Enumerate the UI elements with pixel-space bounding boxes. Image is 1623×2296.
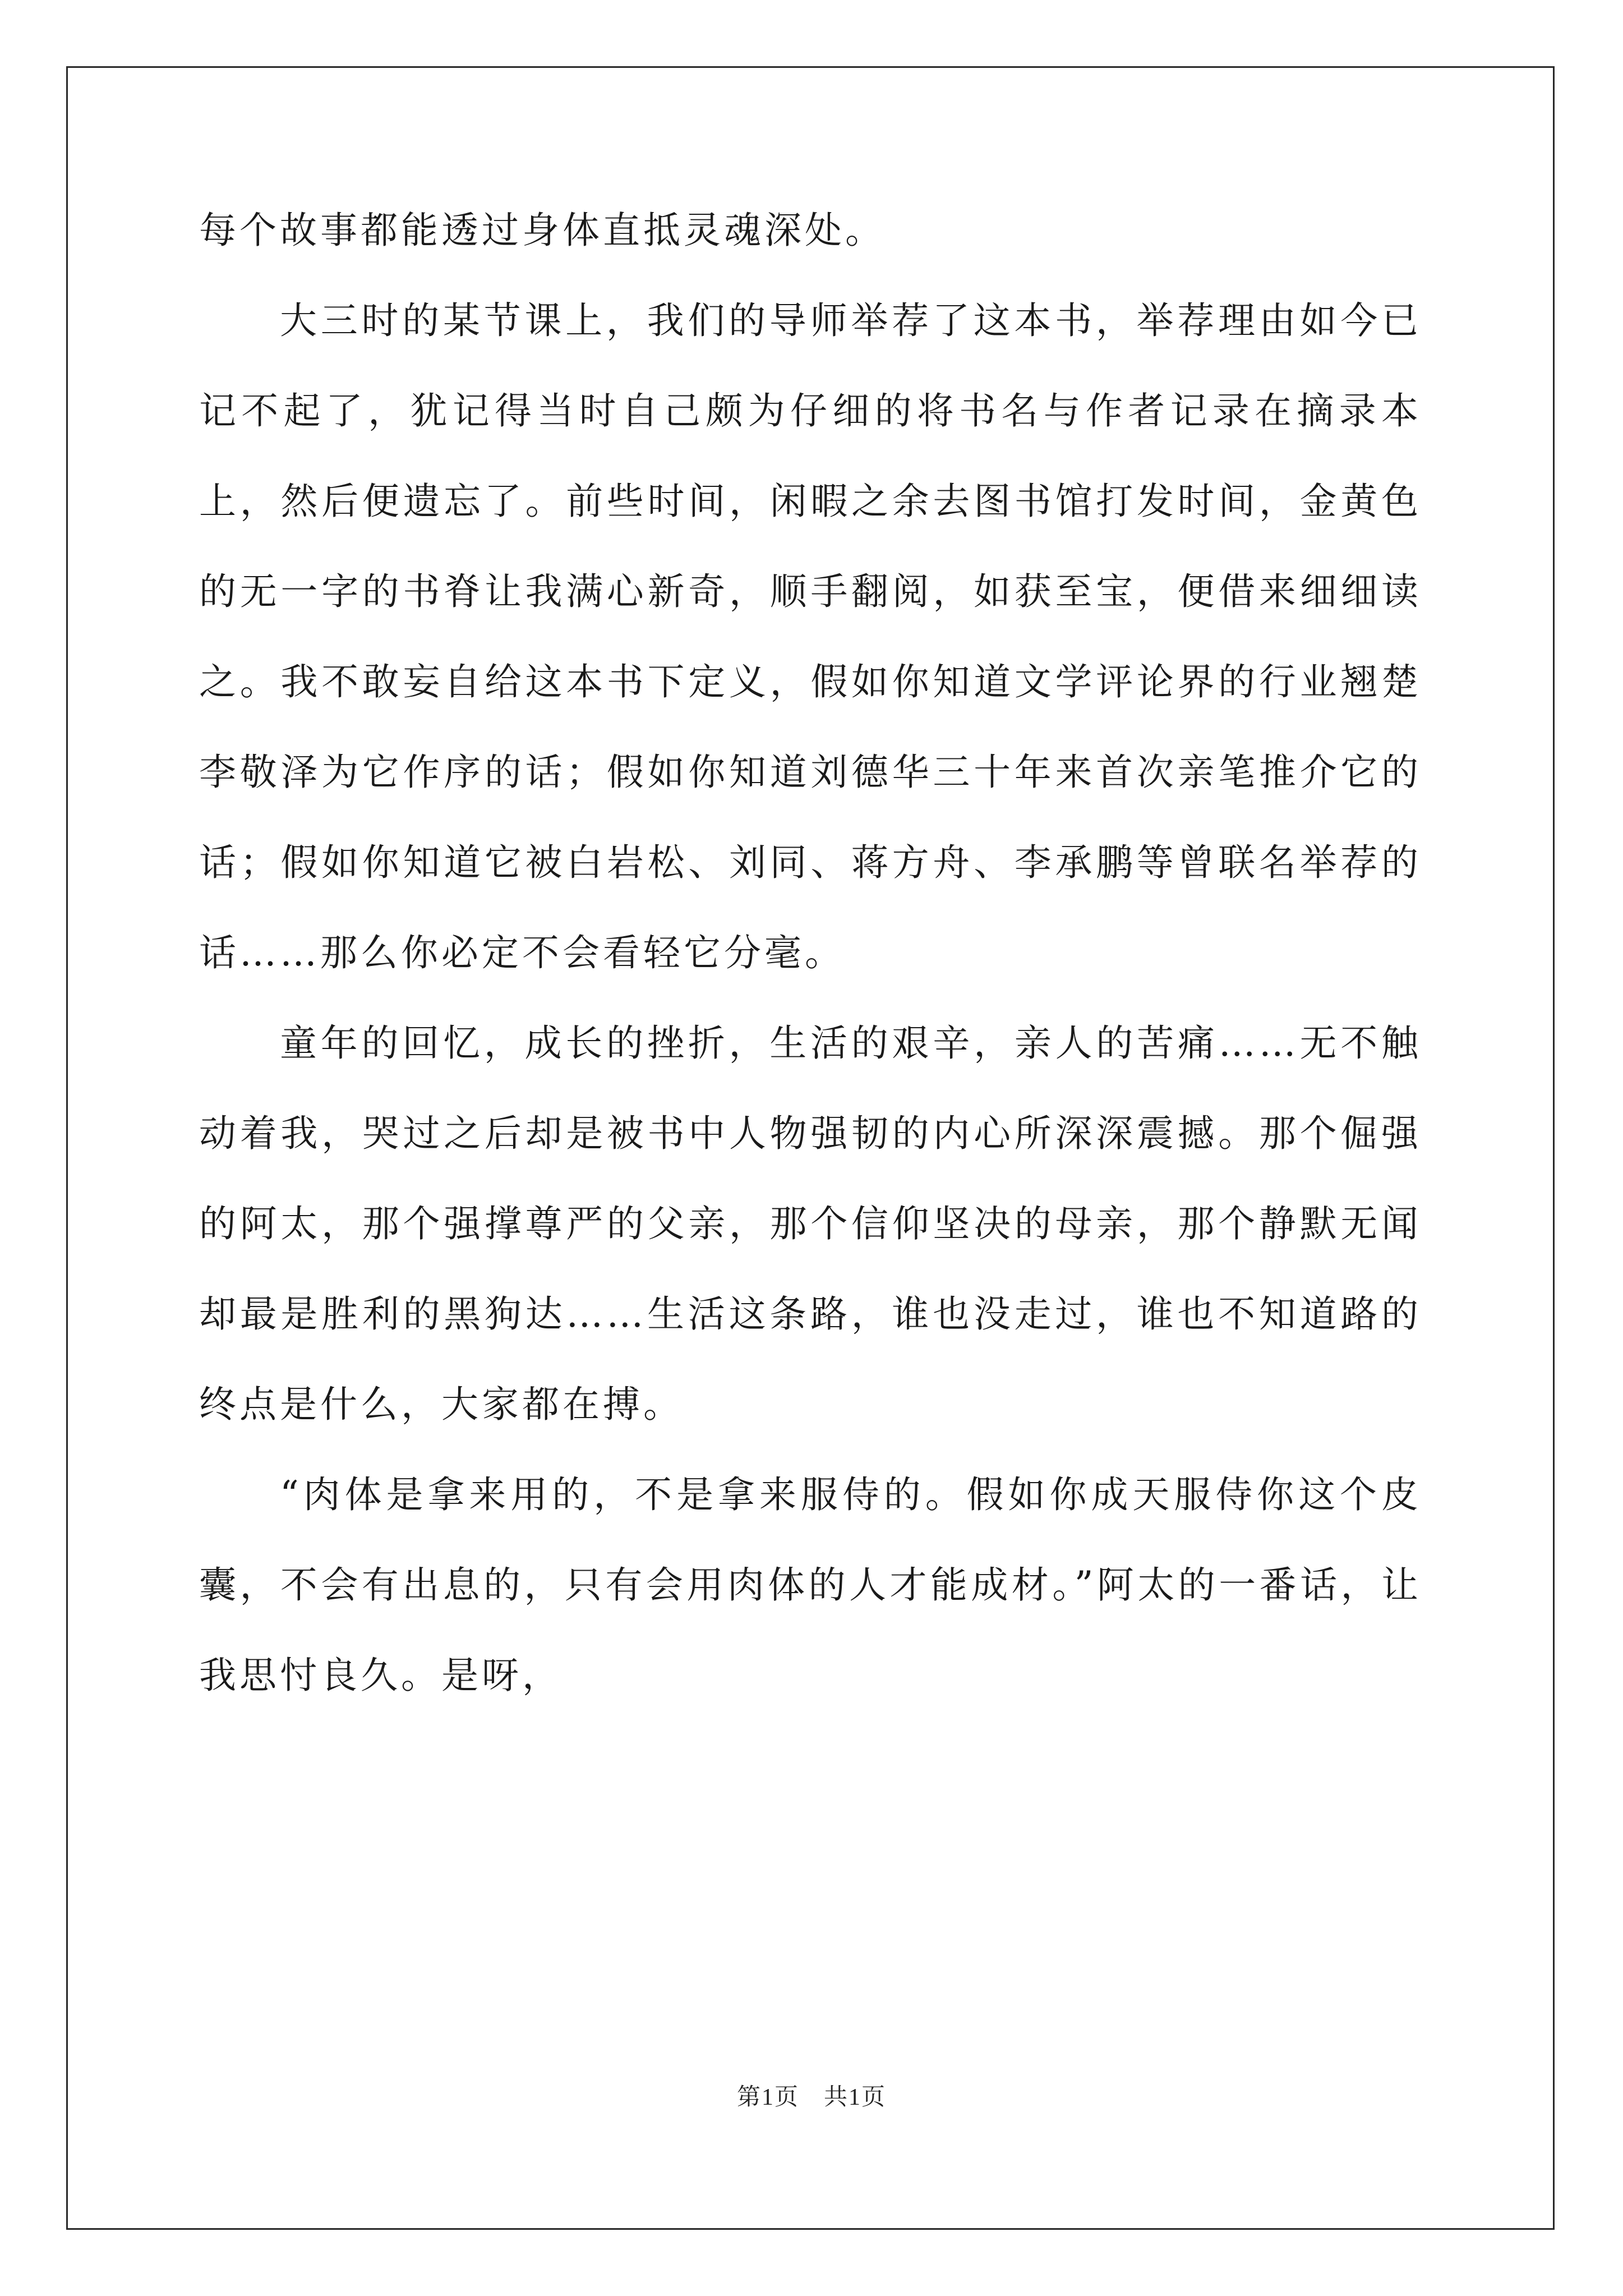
paragraph-4: “肉体是拿来用的，不是拿来服侍的。假如你成天服侍你这个皮囊，不会有出息的，只有会用肉体的人才能成材。”阿太的一番话，让我思忖良久。是呀， xyxy=(199,1473,1422,1697)
document-body xyxy=(199,185,1422,1720)
paragraph-1: 每个故事都能透过身体直抵灵魂深处。 xyxy=(199,209,886,252)
page-number-footer: 第1页 共1页 xyxy=(736,2085,886,2110)
paragraph-3: 童年的回忆，成长的挫折，生活的艰辛，亲人的苦痛……无不触动着我，哭过之后却是被书中人物强韧的内心所深深震撼。那个倔强的阿太，那个强撑尊严的父亲，那个信仰坚决的母亲，那个静默无闻却最是胜利的黑狗达……生活这条路，谁也没走过，谁也不知道路的终点是什么，大家都在搏。 xyxy=(199,1022,1422,1426)
paragraph-2: 大三时的某节课上，我们的导师举荐了这本书，举荐理由如今已记不起了，犹记得当时自己颇为仔细的将书名与作者记录在摘录本上，然后便遗忘了。前些时间，闲暇之余去图书馆打发时间，金黄色的无一字的书脊让我满心新奇，顺手翻阅，如获至宝，便借来细细读之。我不敢妄自给这本书下定义，假如你知道文学评论界的行业翘楚李敬泽为它作序的话；假如你知道刘德华三十年来首次亲笔推介它的话；假如你知道它被白岩松、刘同、蒋方舟、李承鹏等曾联名举荐的话……那么你必定不会看轻它分毫。 xyxy=(199,299,1422,974)
